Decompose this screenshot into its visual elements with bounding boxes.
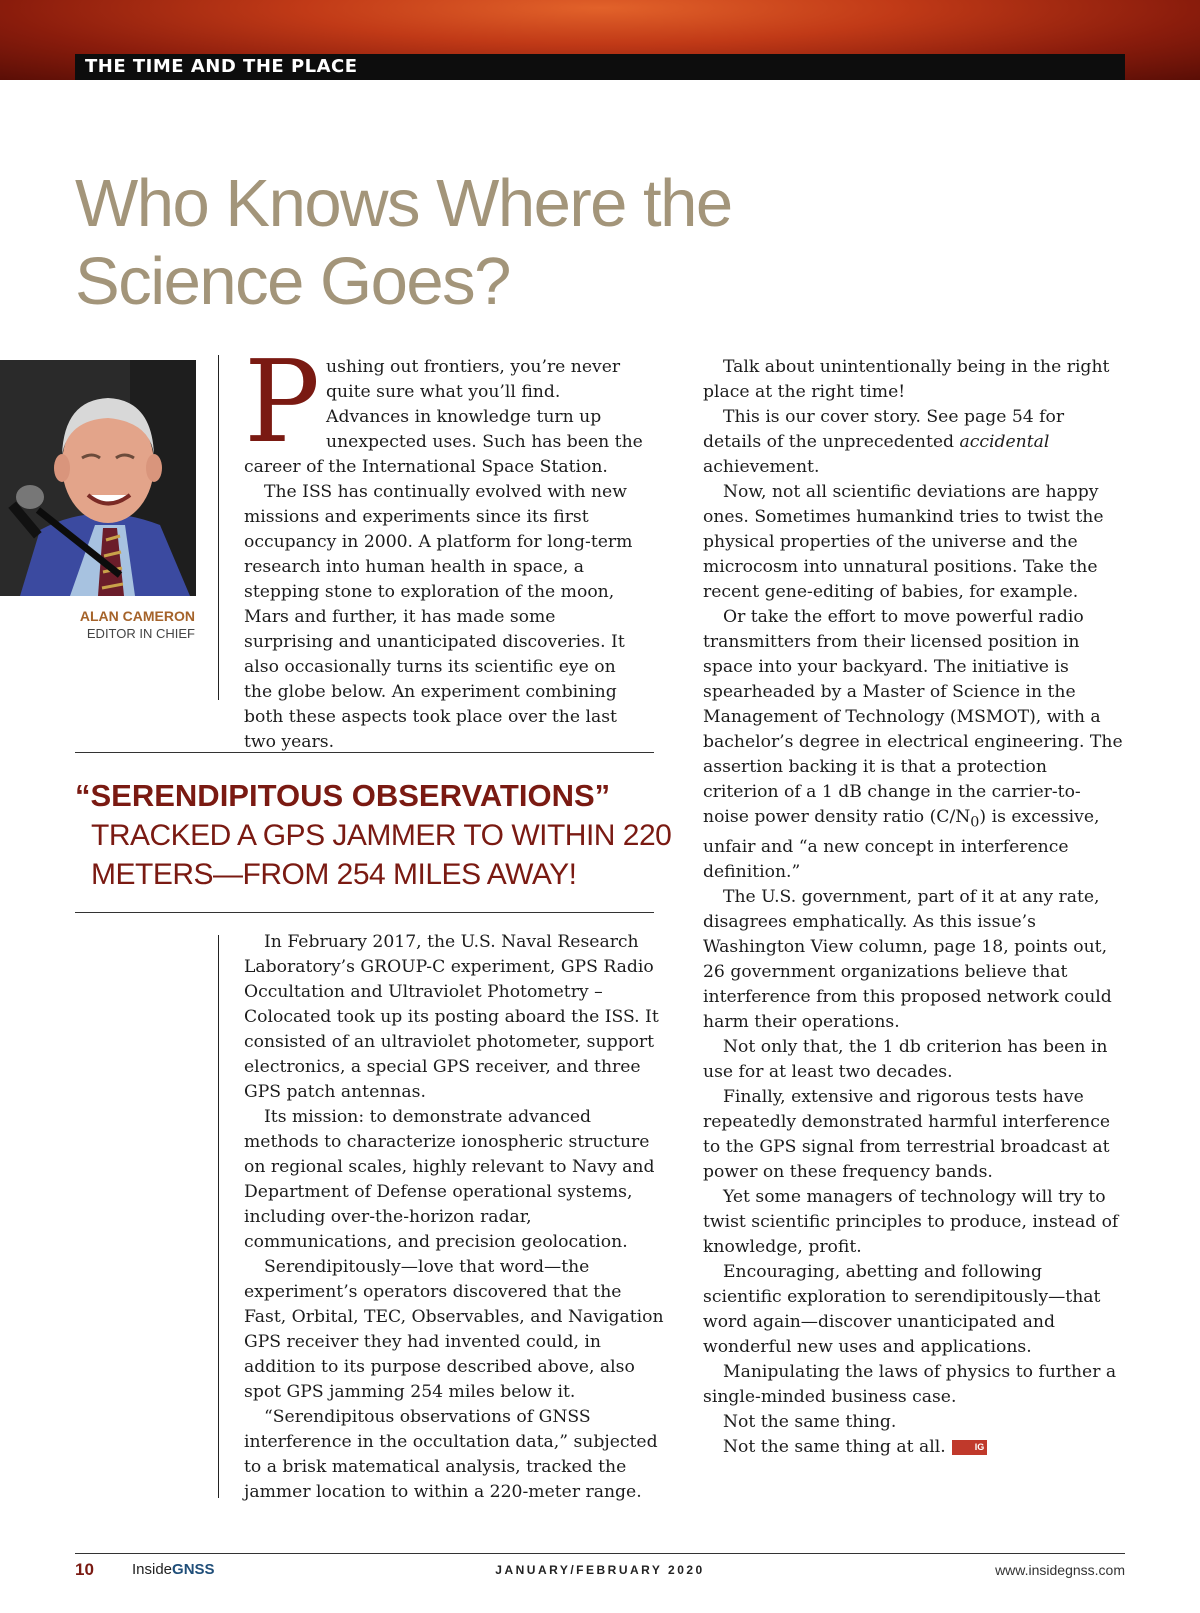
right-paragraph-4-subscript: 0 bbox=[970, 814, 980, 831]
pullquote-bold: “SERENDIPITOUS OBSERVATIONS” bbox=[75, 778, 611, 813]
lower-paragraph: In February 2017, the U.S. Naval Research Laboratory’s GROUP-C experiment, GPS Radio Occultation and Ultraviolet Photometry – Colocated took up its posting aboard the ISS. It consisted of an ultraviolet photometer, support electronics, a special GPS receiver, and three GPS patch antennas. bbox=[244, 932, 659, 1102]
headline-line-1: Who Knows Where the bbox=[75, 166, 732, 241]
right-paragraph-5: The U.S. government, part of it at any rate, disagrees emphatically. As this issue’s Washington View column, page 18, points out, 26 government organizations believe that interference from this proposed network could harm their operations. bbox=[703, 887, 1112, 1033]
pullquote-bottom-rule bbox=[75, 912, 654, 913]
right-paragraph-8: Yet some managers of technology will try to twist scientific principles to produce, instead of knowledge, profit. bbox=[703, 1187, 1119, 1258]
right-paragraph-12-text: Not the same thing at all. bbox=[723, 1437, 946, 1458]
lower-paragraph: “Serendipitous observations of GNSS interference in the occultation data,” subjected to a brisk matematical analysis, tracked the jammer location to within a 220-meter range. bbox=[244, 1407, 658, 1502]
website-url: www.insidegnss.com bbox=[995, 1562, 1125, 1578]
right-paragraph-4 bbox=[703, 605, 1125, 885]
right-paragraph-4-tail: ) is excessive, unfair and “a new concept in interference definition.” bbox=[703, 807, 1100, 883]
headline-line-2: Science Goes? bbox=[75, 244, 510, 319]
right-column bbox=[703, 355, 1125, 1460]
right-paragraph-12 bbox=[703, 1435, 1125, 1460]
article-headline bbox=[75, 165, 775, 321]
right-paragraph-2-text: This is our cover story. See page 54 for details of the unprecedented bbox=[703, 407, 1065, 452]
lower-paragraph: Its mission: to demonstrate advanced methods to characterize ionospheric structure on regional scales, highly relevant to Navy and Department of Defense operational systems, including over-the-horizon radar, communications, and precision geolocation. bbox=[244, 1107, 655, 1252]
pullquote-text: TRACKED A GPS JAMMER TO WITHIN 220 METERS—FROM 254 MILES AWAY! bbox=[91, 819, 672, 891]
right-paragraph-11: Not the same thing. bbox=[723, 1412, 897, 1433]
author-name: ALAN CAMERON bbox=[79, 608, 195, 624]
author-title: EDITOR IN CHIEF bbox=[86, 626, 195, 641]
right-paragraph-2 bbox=[703, 405, 1125, 480]
intro-column-rule bbox=[218, 355, 219, 700]
page-number: 10 bbox=[75, 1560, 94, 1579]
intro-paragraph-1-text: ushing out frontiers, you’re never quite sure what you’ll find. Advances in knowledge turn up unexpected uses. Such has been the career of the International Space Station. bbox=[244, 357, 643, 477]
brand-prefix: Inside bbox=[132, 1561, 173, 1578]
right-paragraph-2-tail: achievement. bbox=[703, 457, 820, 477]
lower-column bbox=[244, 930, 669, 1505]
end-mark-icon: IG bbox=[952, 1440, 988, 1455]
pullquote-top-rule bbox=[75, 752, 654, 753]
intro-paragraph-1 bbox=[244, 336, 644, 480]
right-paragraph-3: Now, not all scientific deviations are happy ones. Sometimes humankind tries to twist the physical properties of the universe and the microcosm into unnatural positions. Take the recent gene-editing of babies, for example. bbox=[703, 482, 1104, 602]
right-paragraph-2-emphasis: accidental bbox=[959, 432, 1050, 452]
right-paragraph-6: Not only that, the 1 db criterion has been in use for at least two decades. bbox=[703, 1037, 1108, 1083]
lower-paragraph: Serendipitously—love that word—the experiment’s operators discovered that the Fast, Orbital, TEC, Observables, and Navigation GPS receiver they had invented could, in addition to its purpose described above, also spot GPS jamming 254 miles below it. bbox=[244, 1257, 664, 1402]
brand-suffix: GNSS bbox=[172, 1561, 215, 1578]
lower-column-rule bbox=[218, 935, 219, 1498]
author-photo bbox=[0, 360, 196, 596]
issue-date: JANUARY/FEBRUARY 2020 bbox=[495, 1563, 705, 1577]
footer-rule bbox=[75, 1553, 1125, 1554]
right-paragraph-4-text: Or take the effort to move powerful radio transmitters from their licensed position in space into your backyard. The initiative is spearheaded by a Master of Science in the Management of Technology (MSMOT), with a bachelor’s degree in electrical engineering. The assertion backing it is that a protection criterion of a 1 dB change in the carrier-to-noise power density ratio (C/N bbox=[703, 607, 1123, 827]
right-paragraph-9: Encouraging, abetting and following scientific exploration to serendipitously—that word again—discover unanticipated and wonderful new uses and applications. bbox=[703, 1262, 1101, 1358]
drop-cap: P bbox=[244, 336, 321, 468]
section-label: THE TIME AND THE PLACE bbox=[85, 56, 358, 77]
right-paragraph-10: Manipulating the laws of physics to further a single-minded business case. bbox=[703, 1362, 1117, 1408]
right-paragraph-7: Finally, extensive and rigorous tests have repeatedly demonstrated harmful interference to the GPS signal from terrestrial broadcast at power on these frequency bands. bbox=[703, 1087, 1111, 1183]
section-bar bbox=[75, 54, 1125, 80]
intro-paragraph-2: The ISS has continually evolved with new missions and experiments since its first occupancy in 2000. A platform for long-term research into human health in space, a stepping stone to exploration of the moon, Mars and further, it has made some surprising and unanticipated discoveries. It also occasionally turns its scientific eye on the globe below. An experiment combining both these aspects took place over the last two years. bbox=[244, 482, 633, 752]
intro-column bbox=[244, 336, 644, 755]
author-photo-illustration bbox=[0, 360, 196, 596]
right-paragraph-1: Talk about unintentionally being in the right place at the right time! bbox=[703, 357, 1110, 402]
